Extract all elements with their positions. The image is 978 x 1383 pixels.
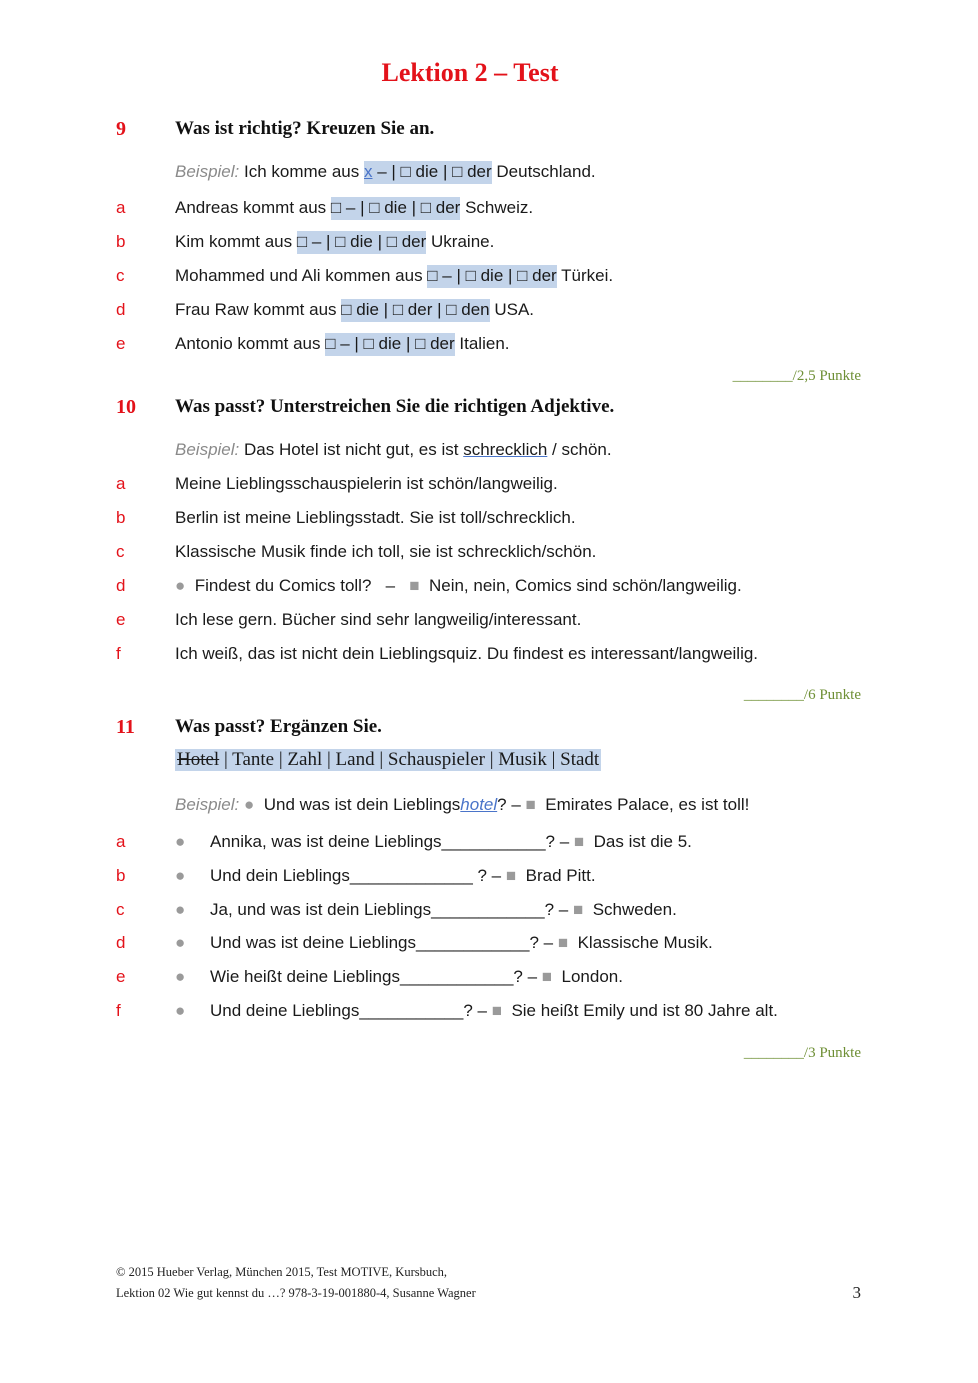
- word-bank: [175, 749, 601, 771]
- page-number: 3: [852, 1283, 861, 1302]
- bullet-square-icon: ■: [572, 900, 584, 919]
- item-letter: e: [116, 967, 126, 986]
- item-text[interactable]: Ich weiß, das ist nicht dein Lieblingsquiz. Du findest es interessant/langweilig.: [175, 644, 759, 663]
- bullet-circle-icon: ●: [175, 967, 186, 986]
- bullet-circle-icon: ●: [175, 900, 186, 919]
- choice-options[interactable]: □ – | □ die | □ der: [331, 197, 460, 220]
- item-letter: f: [116, 644, 121, 663]
- task9-item-b: b Kim kommt aus □ – | □ die | □ der Ukraine.: [0, 232, 978, 258]
- item-letter: d: [116, 933, 126, 952]
- example-text: Ich komme aus: [244, 162, 360, 181]
- fill-in-blank[interactable]: Wie heißt deine Lieblings____________? –: [210, 967, 538, 986]
- item-text[interactable]: Meine Lieblingsschauspielerin ist schön/langweilig.: [175, 474, 558, 493]
- task9-item-a: a Andreas kommt aus □ – | □ die | □ der Schweiz.: [0, 198, 978, 224]
- task11-heading: Was passt? Ergänzen Sie.: [175, 716, 382, 737]
- item-letter: e: [116, 334, 126, 353]
- item-letter: b: [116, 866, 126, 885]
- item-letter: d: [116, 300, 126, 319]
- bullet-square-icon: ■: [525, 795, 536, 814]
- task11-item-f: f ● Und deine Lieblings___________? – ■ Sie heißt Emily und ist 80 Jahre alt.: [116, 1001, 778, 1020]
- item-letter: c: [116, 266, 125, 285]
- task10-number: 10: [116, 396, 136, 418]
- choice-options[interactable]: □ die | □ der | □ den: [341, 299, 489, 322]
- item-letter: f: [116, 1001, 121, 1020]
- item-letter: c: [116, 900, 125, 919]
- fill-in-blank[interactable]: Und was ist deine Lieblings____________? –: [210, 933, 554, 952]
- bullet-circle-icon: ●: [244, 795, 255, 814]
- example-label: Beispiel:: [175, 440, 240, 459]
- bullet-circle-icon: ●: [175, 832, 186, 851]
- task11-points: ________/3 Punkte: [743, 1045, 861, 1061]
- task9-header: [0, 118, 978, 144]
- footer-copyright: © 2015 Hueber Verlag, München 2015, Test MOTIVE, Kursbuch,: [116, 1265, 448, 1279]
- handwritten-answer: hotel: [460, 795, 498, 814]
- choice-options[interactable]: □ – | □ die | □ der: [325, 333, 454, 356]
- bullet-square-icon: ■: [505, 866, 517, 885]
- item-letter: a: [116, 832, 126, 851]
- underlined-answer: schrecklich: [463, 440, 548, 459]
- task11-item-a: a ● Annika, was ist deine Lieblings___________? – ■ Das ist die 5.: [116, 832, 692, 851]
- page-title: Lektion 2 – Test: [381, 58, 559, 87]
- word-list: | Tante | Zahl | Land | Schauspieler | Musik | Stadt: [219, 749, 600, 770]
- fill-in-blank[interactable]: Annika, was ist deine Lieblings___________? –: [210, 832, 570, 851]
- choice-options[interactable]: □ – | □ die | □ der: [427, 265, 556, 288]
- task9-example: Beispiel: Ich komme aus x – | □ die | □ der Deutschland.: [0, 162, 978, 188]
- task9-points: ________/2,5 Punkte: [732, 368, 861, 384]
- item-letter: d: [116, 576, 126, 595]
- bullet-circle-icon: ●: [175, 866, 186, 885]
- task10-item-c: [0, 542, 978, 568]
- task11-number: 11: [116, 716, 135, 738]
- task10-item-a: [0, 474, 978, 500]
- bullet-square-icon: ■: [409, 576, 420, 595]
- item-text[interactable]: Berlin ist meine Lieblingsstadt. Sie ist toll/schrecklich.: [175, 508, 576, 527]
- item-letter: c: [116, 542, 125, 561]
- task11-item-e: e ● Wie heißt deine Lieblings____________? – ■ London.: [116, 967, 623, 986]
- bullet-circle-icon: ●: [175, 1001, 186, 1020]
- task10-item-d: [0, 576, 978, 602]
- task10-item-e: [0, 610, 978, 636]
- task10-item-f: [0, 644, 978, 670]
- word-struck: Hotel: [177, 749, 220, 770]
- task10-header: [0, 396, 978, 422]
- example-label: Beispiel:: [175, 795, 240, 814]
- bullet-square-icon: ■: [491, 1001, 502, 1020]
- task10-heading: Was passt? Unterstreichen Sie die richtigen Adjektive.: [175, 396, 615, 417]
- fill-in-blank[interactable]: Ja, und was ist dein Lieblings____________? –: [210, 900, 569, 919]
- task11-example: Beispiel: ● Und was ist dein Lieblingshotel? – ■ Emirates Palace, es ist toll!: [175, 795, 750, 814]
- task9-heading: Was ist richtig? Kreuzen Sie an.: [175, 118, 435, 139]
- task10-points: ________/6 Punkte: [743, 687, 861, 703]
- item-letter: b: [116, 232, 126, 251]
- task11-item-d: d ● Und was ist deine Lieblings____________? – ■ Klassische Musik.: [116, 933, 713, 952]
- task11-header: [0, 716, 978, 742]
- footer-source: Lektion 02 Wie gut kennst du …? 978-3-19-001880-4, Susanne Wagner: [116, 1286, 476, 1300]
- cross-mark-icon: x: [364, 162, 373, 181]
- task11-item-b: b ● Und dein Lieblings_____________ ? – ■ Brad Pitt.: [116, 866, 596, 885]
- task9-number: 9: [116, 118, 126, 140]
- item-letter: e: [116, 610, 126, 629]
- bullet-square-icon: ■: [557, 933, 569, 952]
- task9-item-e: e Antonio kommt aus □ – | □ die | □ der Italien.: [0, 334, 978, 360]
- fill-in-blank[interactable]: Und dein Lieblings_____________ ? –: [210, 866, 502, 885]
- bullet-circle-icon: ●: [175, 576, 186, 595]
- item-text[interactable]: Ich lese gern. Bücher sind sehr langweilig/interessant.: [175, 610, 582, 629]
- example-label: Beispiel:: [175, 162, 240, 181]
- bullet-square-icon: ■: [541, 967, 553, 986]
- item-letter: b: [116, 508, 126, 527]
- task10-example: Beispiel: Das Hotel ist nicht gut, es ist schrecklich / schön.: [175, 440, 612, 459]
- item-letter: a: [116, 474, 126, 493]
- bullet-circle-icon: ●: [175, 933, 186, 952]
- fill-in-blank[interactable]: Und deine Lieblings___________? –: [210, 1001, 487, 1020]
- item-text[interactable]: ● Findest du Comics toll? – ■ Nein, nein, Comics sind schön/langweilig.: [175, 576, 742, 595]
- item-letter: a: [116, 198, 126, 217]
- example-options: x – | □ die | □ der: [364, 161, 492, 184]
- task9-item-d: d Frau Raw kommt aus □ die | □ der | □ den USA.: [0, 300, 978, 326]
- bullet-square-icon: ■: [573, 832, 585, 851]
- choice-options[interactable]: □ – | □ die | □ der: [297, 231, 426, 254]
- item-text[interactable]: Klassische Musik finde ich toll, sie ist schrecklich/schön.: [175, 542, 597, 561]
- task10-item-b: [0, 508, 978, 534]
- task9-item-c: c Mohammed und Ali kommen aus □ – | □ die | □ der Türkei.: [0, 266, 978, 292]
- task11-item-c: c ● Ja, und was ist dein Lieblings____________? – ■ Schweden.: [116, 900, 677, 919]
